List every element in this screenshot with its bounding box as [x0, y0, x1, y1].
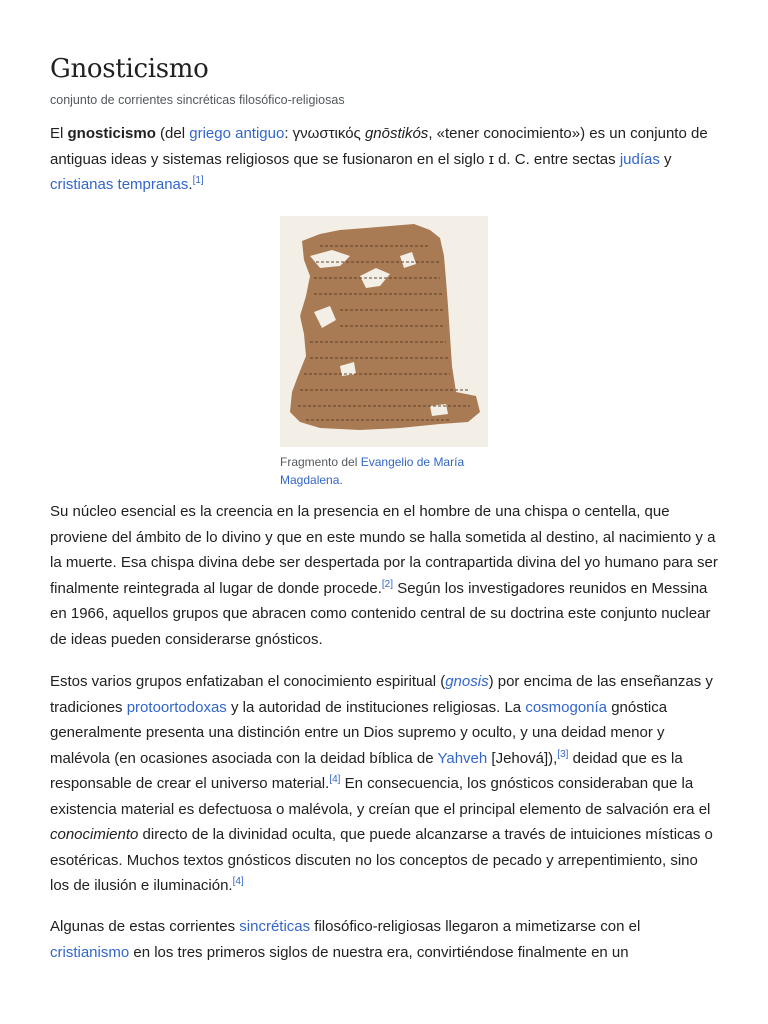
link-gnosis[interactable]: gnosis	[445, 673, 489, 690]
page-subtitle: conjunto de corrientes sincréticas filosófico-religiosas	[50, 93, 345, 107]
link-cristianismo[interactable]: cristianismo	[50, 943, 130, 961]
page-title: Gnosticismo	[50, 54, 209, 84]
paragraph-4: Algunas de estas corrientes sincréticas filosófico-religiosas llegaron a mimetizarse con el cristianismo en los tres primeros siglos de nuestra era, convirtiéndose finalmente en un	[50, 918, 641, 961]
reference-3[interactable]: [3]	[557, 748, 569, 760]
bold-term: gnosticismo	[67, 125, 156, 142]
link-evangelio-de-maria[interactable]: Evangelio de María Magdalena	[280, 455, 465, 487]
link-yahveh[interactable]: Yahveh	[437, 749, 488, 767]
paragraph-2: Su núcleo esencial es la creencia en la presencia en el hombre de una chispa o centella, que proviene del ámbito de lo divino y que en este mundo se halla sometida al destino, al nacimiento y a la muerte. Esa chispa divina debe ser despertada por la contrapartida divina del yo humano para ser finalmente reintegrada al lugar de donde procede.[2] Según los investigadores reunidos en Messina en 1966, aquellos grupos que abracen como contenido central de su doctrina este conjunto nuclear de ideas pueden considerarse gnósticos.	[50, 503, 718, 648]
link-judias[interactable]: judías	[619, 150, 660, 168]
link-sincreticas[interactable]: sincréticas	[239, 918, 311, 935]
link-cristianas-tempranas[interactable]: cristianas tempranas	[50, 176, 189, 193]
paragraph-3: Estos varios grupos enfatizaban el conocimiento espiritual (gnosis) por encima de las enseñanzas y tradiciones protoortodoxas y la autoridad de instituciones religiosas. La cosmogonía gnóstica generalmente presenta una distinción entre un Dios supremo y oculto, y una deidad menor y malévola (en ocasiones asociada con la deidad bíblica de Yahveh [Jehová]),[3] deidad que es la responsable de crear el universo material.[4] En consecuencia, los gnósticos consideraban que la existencia material es defectuosa o malévola, y creían que el principal elemento de salvación era el conocimiento directo de la divinidad oculta, que puede alcanzarse a través de intuiciones místicas o esotéricas. Muchos textos gnósticos discuten no los conceptos de pecado y arrepentimiento, sino los de ilusión e iluminación.[4]	[50, 673, 713, 894]
reference-1[interactable]: [1]	[192, 175, 204, 186]
link-griego-antiguo[interactable]: griego antiguo	[189, 125, 285, 142]
intro-paragraph: El gnosticismo (del griego antiguo: γνωστικός gnōstikós, «tener conocimiento») es un conjunto de antiguas ideas y sistemas religiosos que se fusionaron en el siglo ɪ d. C. entre sectas judías y cristianas tempranas.[1]	[50, 125, 708, 193]
link-cosmogonia[interactable]: cosmogonía	[525, 698, 608, 716]
link-protoortodoxas[interactable]: protoortodoxas	[126, 698, 227, 716]
reference-2[interactable]: [2]	[381, 578, 394, 590]
reference-4-second[interactable]: [4]	[232, 876, 244, 887]
figure-papyrus	[280, 216, 490, 489]
reference-4[interactable]: [4]	[329, 774, 341, 785]
papyrus-image[interactable]	[280, 216, 488, 447]
figure-caption: Fragmento del Evangelio de María Magdalena.	[280, 455, 465, 487]
